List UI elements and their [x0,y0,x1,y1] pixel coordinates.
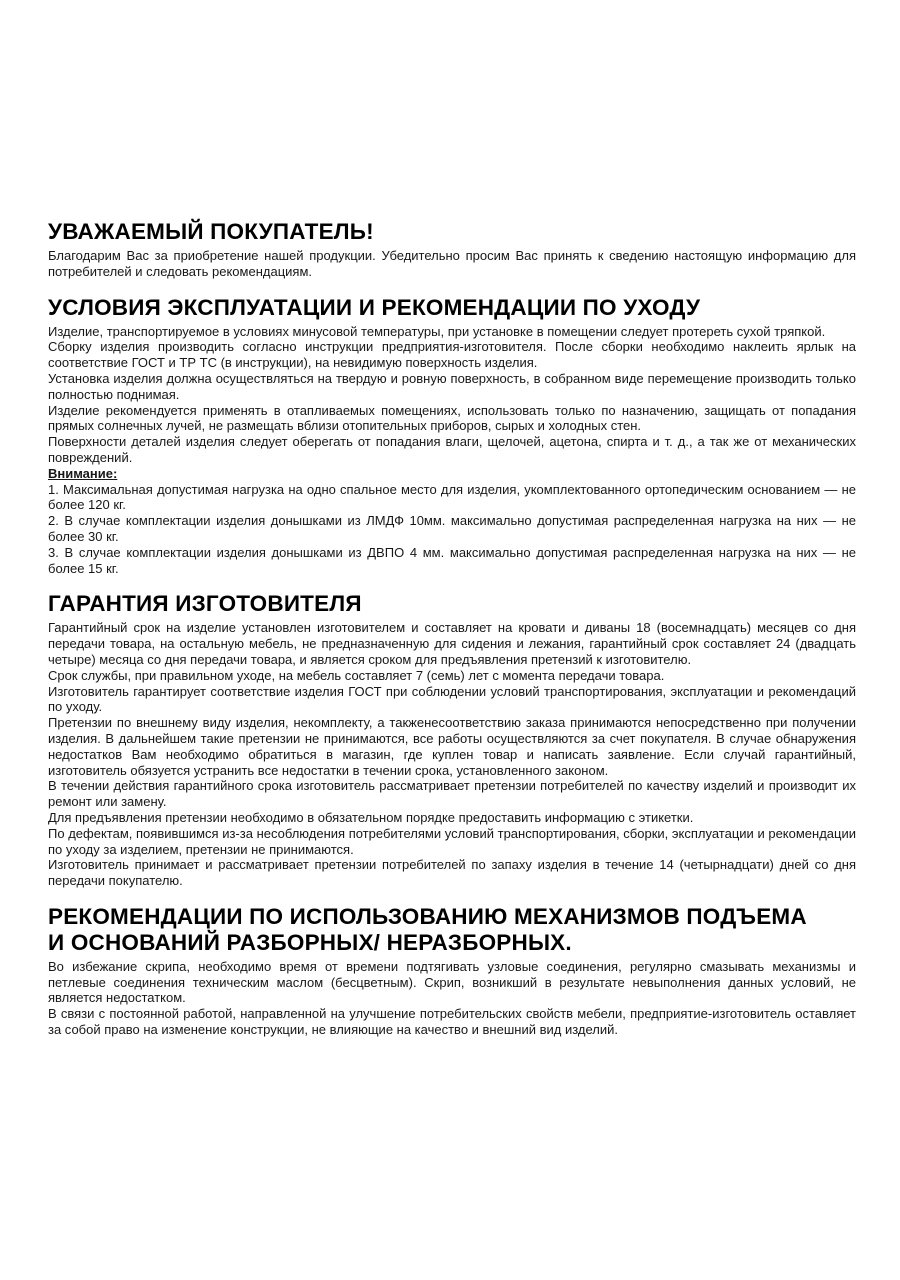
attention-item: 2. В случае комплектации изделия донышками из ЛМДФ 10мм. максимально допустимая распределенная нагрузка на них — не более 30 кг. [48,513,856,544]
attention-item: 1. Максимальная допустимая нагрузка на одно спальное место для изделия, укомплектованного ортопедическим основанием — не более 120 кг. [48,481,856,513]
attention-label-line [48,466,856,482]
section-warranty [48,591,856,889]
attention-item: 3. В случае комплектации изделия донышками из ДВПО 4 мм. максимально допустимая распределенная нагрузка на них — не более 15 кг. [48,544,856,576]
section-usage-conditions [48,295,856,577]
paragraph: Для предъявления претензии необходимо в обязательном порядке предоставить информацию с этикетки. [48,809,694,825]
paragraph: По дефектам, появившимся из-за несоблюдения потребителями условий транспортирования, сборки, эксплуатации и рекомендации по уходу за изделием, претензии не принимаются. [48,825,856,857]
paragraph: Изготовитель гарантирует соответствие изделия ГОСТ при соблюдении условий транспортирования, эксплуатации и рекомендаций по уходу. [48,683,856,715]
paragraph: Установка изделия должна осуществляться на твердую и ровную поверхность, в собранном виде перемещение производить только полностью поднимая. [48,370,856,402]
paragraph: В связи с постоянной работой, направленной на улучшение потребительских свойств мебели, предприятие-изготовитель оставляет за собой право на изменение конструкции, не влияющие на качество и внешний вид изделий. [48,1006,856,1038]
paragraph: Поверхности деталей изделия следует оберегать от попадания влаги, щелочей, ацетона, спирта и т. д., а так же от механических повреждений. [48,434,856,465]
paragraph: В течении действия гарантийного срока изготовитель рассматривает претензии потребителей по качеству изделий и производит их ремонт или замену. [48,778,856,810]
paragraph: Во избежание скрипа, необходимо время от времени подтягивать узловые соединения, регулярно смазывать механизмы и петлевые соединения техническим маслом (бесцветным). Скрип, возникший в результате невыполнения данных условий, не является недостатком. [48,958,856,1006]
paragraph: Изготовитель принимает и рассматривает претензии потребителей по запаху изделия в течение 14 (четырнадцати) дней со дня передачи покупателю. [48,857,856,889]
paragraph: Гарантийный срок на изделие установлен изготовителем и составляет на кровати и диваны 18 (восемнадцать) месяцев со дня передачи товара, на остальную мебель, не предназначенную для сидения и лежания, гарантийный срок составляет 24 (двадцать четыре) месяца со дня передачи товара, и является сроком для предъявления претензий к изготовителю. [48,620,856,667]
paragraph: Изделие рекомендуется применять в отапливаемых помещениях, использовать только по назначению, защищать от попадания прямых солнечных лучей, не размещать вблизи отопительных приборов, сырых и холодных стен. [48,402,856,434]
greeting-heading: УВАЖАЕМЫЙ ПОКУПАТЕЛЬ! [48,219,374,244]
section-mechanisms-recommendations [48,904,856,1038]
mechanisms-heading-line-1: РЕКОМЕНДАЦИИ ПО ИСПОЛЬЗОВАНИЮ МЕХАНИЗМОВ ПОДЪЕМА [48,903,807,929]
paragraph: Срок службы, при правильном уходе, на мебель составляет 7 (семь) лет с момента передачи товара. [48,667,665,683]
paragraph: Претензии по внешнему виду изделия, некомплекту, а такженесоответствию заказа принимаются непосредственно при получении изделия. В дальнейшем такие претензии не принимаются, все работы осуществляются за счет покупателя. В случае обнаружения недостатков Вам необходимо обратиться в магазин, где куплен товар и написать заявление. Если случай гарантийный, изготовитель обязуется устранить все недостатки в течении срока, установленного законом. [48,715,856,778]
usage-conditions-heading: УСЛОВИЯ ЭКСПЛУАТАЦИИ И РЕКОМЕНДАЦИИ ПО УХОДУ [48,294,701,320]
warranty-heading: ГАРАНТИЯ ИЗГОТОВИТЕЛЯ [48,591,362,617]
paragraph: Благодарим Вас за приобретение нашей продукции. Убедительно просим Вас принять к сведению настоящую информацию для потребителей и следовать рекомендациям. [48,248,856,279]
attention-label: Внимание: [48,465,118,481]
mechanisms-heading-line-2: И ОСНОВАНИЙ РАЗБОРНЫХ/ НЕРАЗБОРНЫХ. [48,929,572,955]
paragraph: Сборку изделия производить согласно инструкции предприятия-изготовителя. После сборки необходимо наклеить ярлык на соответствие ГОСТ и ТР ТС (в инструкции), на невидимую поверхность изделия. [48,339,856,371]
paragraph: Изделие, транспортируемое в условиях минусовой температуры, при установке в помещении следует протереть сухой тряпкой. [48,323,826,339]
mechanisms-heading [48,904,856,956]
section-greeting [48,219,856,280]
